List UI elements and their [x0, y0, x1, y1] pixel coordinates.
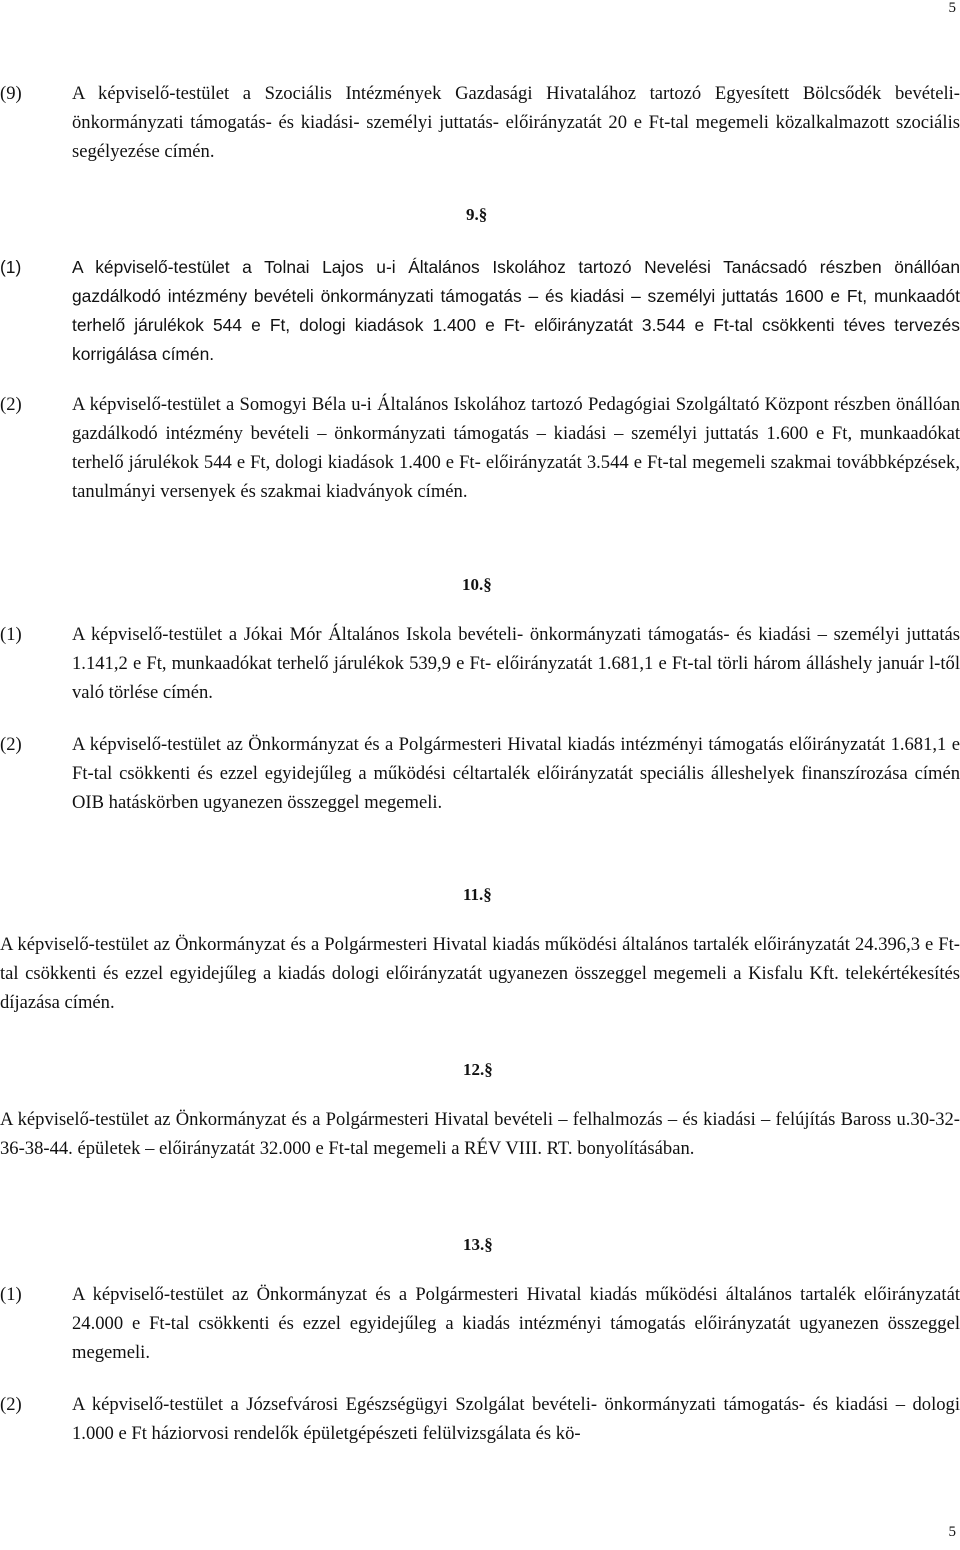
paragraph-number: (9) — [0, 83, 22, 104]
section-13-para-1 — [0, 1280, 960, 1367]
paragraph-number: (2) — [0, 1394, 22, 1415]
paragraph-number: (1) — [0, 257, 22, 277]
paragraph-number: (1) — [0, 624, 22, 645]
paragraph-text: A képviselő-testület a Józsefvárosi Egészségügyi Szolgálat bevételi- önkormányzati támogatás- és kiadási – dologi 1.000 e Ft háziorvosi rendelők épületgépészeti felülvizsgálata és kö- — [72, 1394, 960, 1444]
section-9-para-2 — [0, 390, 960, 506]
paragraph-number: (2) — [0, 394, 22, 415]
section-11-text: A képviselő-testület az Önkormányzat és a Polgármesteri Hivatal kiadás működési általános tartalék előirányzatát 24.396,3 e Ft-tal csökkenti és ezzel egyidejűleg a kiadás dologi előirányzatát ugyanezen összeggel megemeli a Kisfalu Kft. telekértékesítés díjazása címén. — [0, 934, 960, 1013]
paragraph-text: A képviselő-testület a Szociális Intézmények Gazdasági Hivatalához tartozó Egyesített Bölcsődék bevételi- önkormányzati támogatás- és kiadási- személyi juttatás- előirányzatát 20 e Ft-tal megemeli közalkalmazott szociális segélyezése címén. — [72, 83, 960, 162]
page-number-top: 5 — [948, 0, 956, 16]
paragraph-text: A képviselő-testület a Jókai Mór Általános Iskola bevételi- önkormányzati támogatás- és kiadási – személyi juttatás 1.141,2 e Ft, munkaadókat terhelő járulékok 539,9 e Ft- előirányzatát 1.681,1 e Ft-tal törli három álláshely január l-től való törlése címén. — [72, 624, 960, 703]
section-13-para-2 — [0, 1390, 960, 1448]
page-number-bottom: 5 — [948, 1524, 956, 1540]
paragraph-text: A képviselő-testület az Önkormányzat és a Polgármesteri Hivatal kiadás intézményi támogatás előirányzatát 1.681,1 e Ft-tal csökkenti és ezzel egyidejűleg a működési céltartalék előirányzatát speciális álleshelyek finanszírozása címén OIB hatáskörben ugyanezen összeggel megemeli. — [72, 734, 960, 813]
paragraph-number: (1) — [0, 1284, 22, 1305]
section-9-para-1 — [0, 253, 960, 369]
paragraph-text: A képviselő-testület az Önkormányzat és a Polgármesteri Hivatal kiadás működési általános tartalék előirányzatát 24.000 e Ft-tal csökkenti és ezzel egyidejűleg a kiadás intézményi támogatás előirányzatát ugyanezen összeggel megemeli. — [72, 1284, 960, 1363]
paragraph-9 — [0, 79, 960, 166]
section-10-para-1 — [0, 620, 960, 707]
section-10-para-2 — [0, 730, 960, 817]
paragraph-number: (2) — [0, 734, 22, 755]
paragraph-text: A képviselő-testület a Tolnai Lajos u-i Általános Iskolához tartozó Nevelési Tanácsadó részben önállóan gazdálkodó intézmény bevételi önkormányzati támogatás – és kiadási – személyi juttatás 1600 e Ft, munkaadót terhelő járulékok 544 e Ft, dologi kiadások 1.400 e Ft- előirányzatát 3.544 e Ft-tal csökkenti téves tervezés korrigálása címén. — [72, 257, 960, 364]
paragraph-text: A képviselő-testület a Somogyi Béla u-i Általános Iskolához tartozó Pedagógiai Szolgáltató Központ részben önállóan gazdálkodó intézmény bevételi – önkormányzati támogatás – kiadási – személyi juttatás 1.600 e Ft, munkaadókat terhelő járulékok 544 e Ft, dologi kiadások 1.400 e Ft- előirányzatát 3.544 e Ft-tal megemeli szakmai továbbképzések, tanulmányi versenyek és szakmai kiadványok címén. — [72, 394, 960, 502]
section-12-text: A képviselő-testület az Önkormányzat és a Polgármesteri Hivatal bevételi – felhalmozás – és kiadási – felújítás Baross u.30-32-36-38-44. épületek – előirányzatát 32.000 e Ft-tal megemeli a RÉV VIII. RT. bonyolításában. — [0, 1109, 960, 1159]
